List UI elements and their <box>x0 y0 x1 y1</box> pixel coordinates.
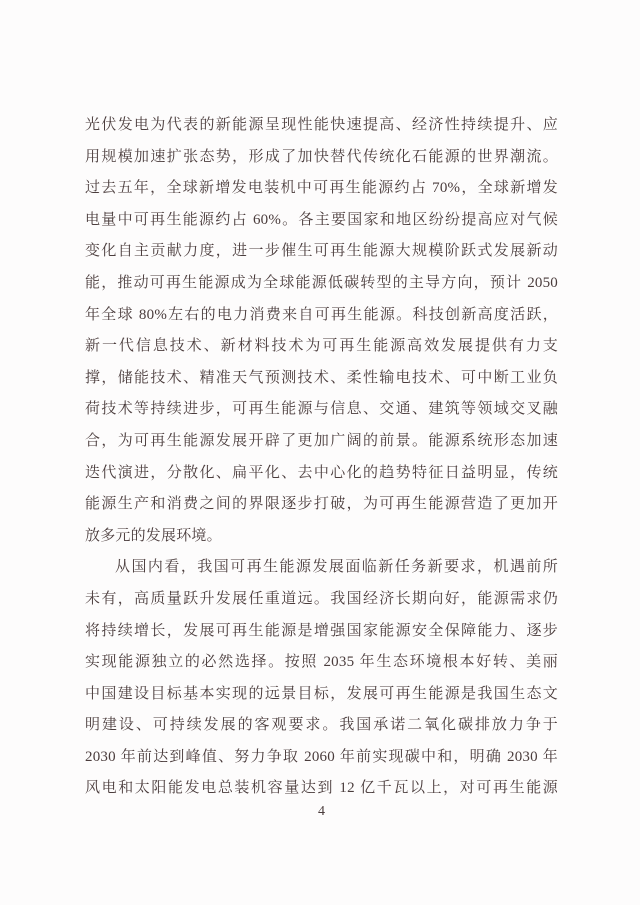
text-line: 过去五年，全球新增发电装机中可再生能源约占 70%，全球新增发 <box>85 180 558 197</box>
text-line: 风电和太阳能发电总装机容量达到 12 亿千瓦以上，对可再生能源 <box>85 780 558 797</box>
page-number: 4 <box>318 804 325 819</box>
text-line: 荷技术等持续进步，可再生能源与信息、交通、建筑等领域交叉融 <box>85 401 558 418</box>
text-line: 放多元的发展环境。 <box>85 527 222 544</box>
text-line: 能源生产和消费之间的界限逐步打破，为可再生能源营造了更加开 <box>85 496 558 513</box>
text-line: 迭代演进，分散化、扁平化、去中心化的趋势特征日益明显，传统 <box>85 464 558 481</box>
text-line: 中国建设目标基本实现的远景目标，发展可再生能源是我国生态文 <box>85 685 558 702</box>
text-line: 未有，高质量跃升发展任重道远。我国经济长期向好，能源需求仍 <box>85 590 558 607</box>
body-text <box>85 110 558 805</box>
text-line: 光伏发电为代表的新能源呈现性能快速提高、经济性持续提升、应 <box>85 117 558 133</box>
text-line: 实现能源独立的必然选择。按照 2035 年生态环境根本好转、美丽 <box>85 654 558 671</box>
text-line: 将持续增长，发展可再生能源是增强国家能源安全保障能力、逐步 <box>85 622 558 639</box>
text-line: 从国内看，我国可再生能源发展面临新任务新要求，机遇前所 <box>115 559 558 576</box>
text-line: 2030 年前达到峰值、努力争取 2060 年前实现碳中和，明确 2030 年 <box>85 748 558 765</box>
text-line: 新一代信息技术、新材料技术为可再生能源高效发展提供有力支 <box>85 338 558 355</box>
text-line: 变化自主贡献力度，进一步催生可再生能源大规模阶跃式发展新动 <box>85 243 558 260</box>
text-line: 合，为可再生能源发展开辟了更加广阔的前景。能源系统形态加速 <box>85 432 558 449</box>
text-line: 撑，储能技术、精准天气预测技术、柔性输电技术、可中断工业负 <box>85 369 558 386</box>
text-line: 能，推动可再生能源成为全球能源低碳转型的主导方向，预计 2050 <box>85 274 558 291</box>
text-line: 年全球 80%左右的电力消费来自可再生能源。科技创新高度活跃， <box>85 306 558 323</box>
text-line: 明建设、可持续发展的客观要求。我国承诺二氧化碳排放力争于 <box>85 717 558 734</box>
text-line: 用规模加速扩张态势，形成了加快替代传统化石能源的世界潮流。 <box>85 148 558 165</box>
text-line: 电量中可再生能源约占 60%。各主要国家和地区纷纷提高应对气候 <box>85 211 558 228</box>
